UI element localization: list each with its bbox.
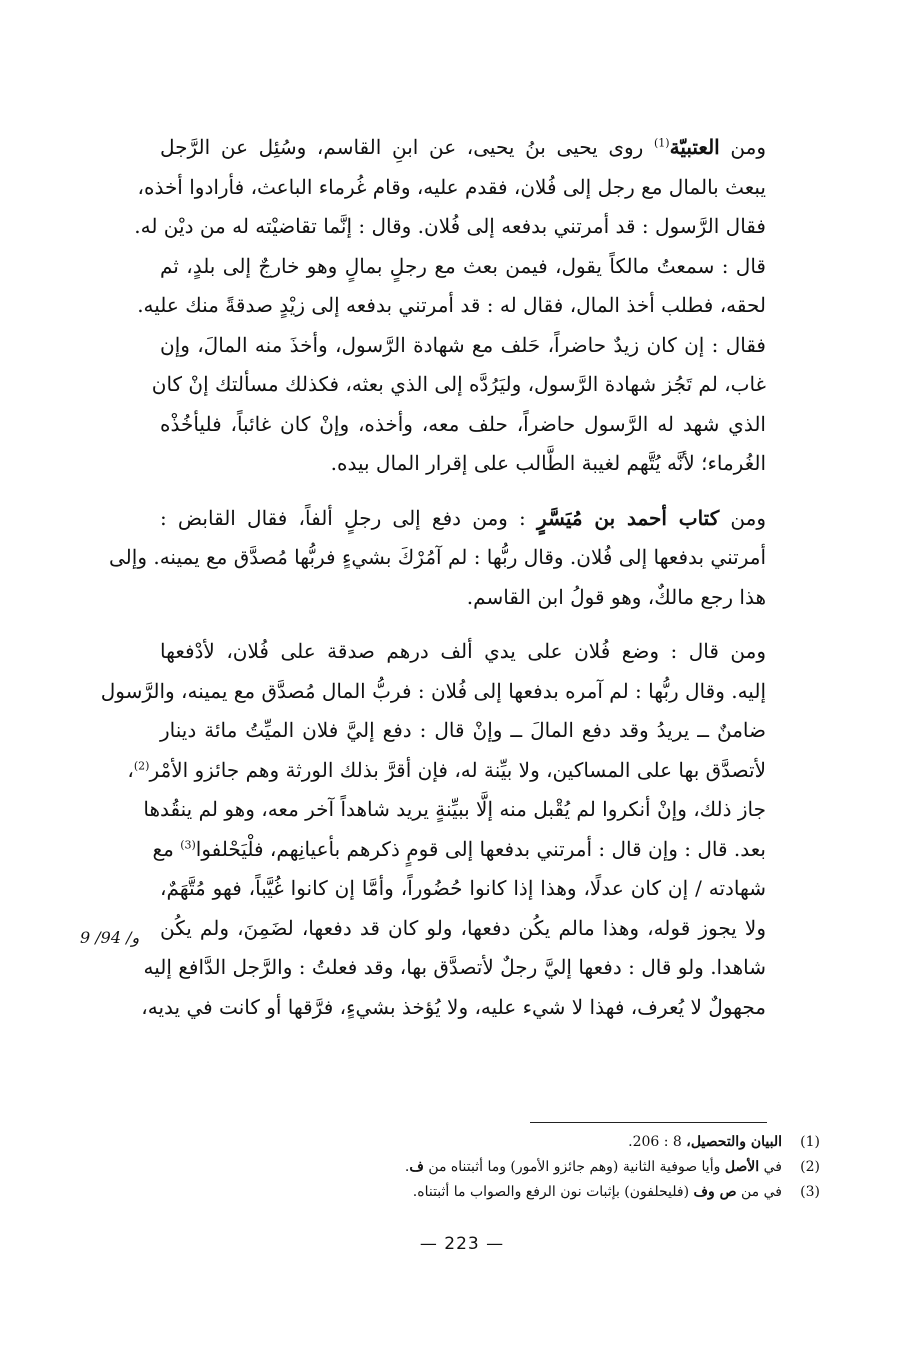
footnote-item: [300, 1180, 820, 1205]
text-line: هذا رجع مالكٌ، وهو قولُ ابن القاسم.: [466, 584, 766, 609]
text-line: ضامنٌ ــ يريدُ وقد دفع المالَ ــ وإنْ قال : دفع إليَّ فلان الميِّتُ مائة دينار: [160, 718, 766, 742]
footnotes: [300, 1130, 820, 1205]
text-line: لحقه، فطلب أخذ المال، فقال له : قد أمرتني بدفعه إلى زيْدٍ صدقةً منك عليه.: [137, 293, 766, 317]
paragraph-gap: [160, 617, 766, 632]
footnote-number: (1): [800, 1134, 820, 1150]
text-line: فقال : إن كان زيدٌ حاضراً، حَلف مع شهادة الرَّسول، وأخذَ منه المالَ، وإن: [160, 332, 766, 357]
text-line: يبعث بالمال مع رجل إلى فُلان، فقدم عليه، وقام غُرماء الباعث، فأرادوا أخذه،: [137, 174, 766, 199]
text-line: ولا يجوز قوله، وهذا مالم يكُن دفعها، ولو كان قد دفعها، لضَمِنَ، ولم يكُن: [160, 915, 766, 940]
paragraph-2: [109, 499, 767, 618]
footnote-number: (2): [800, 1159, 820, 1175]
footnote-separator: [530, 1122, 767, 1123]
paragraph-gap: [160, 484, 766, 499]
source-title: العتبيّة: [669, 135, 720, 159]
footnote-item: [300, 1155, 820, 1180]
text-line: جاز ذلك، وإنْ أنكروا لم يُقْبل منه إلَّا ببيِّنةٍ يريد شاهداً آخر معه، وهو لم ينقُدها: [143, 797, 766, 821]
footnote-ref: (2): [133, 758, 150, 772]
footnote-text: في الأصل وأيا صوفية الثانية (وهم جائزو الأمور) وما أثبتناه من ف.: [404, 1159, 782, 1175]
text-line: قال : سمعتُ مالكاً يقول، فيمن بعث مع رجلٍ بمالٍ وهو خارجٌ إلى بلدٍ، ثم: [160, 253, 766, 278]
footnote-item: [300, 1130, 820, 1155]
footnote-ref: (1): [654, 136, 670, 150]
text-line: الذي شهد له الرَّسول حاضراً، حلف معه، وأخذه، وإنْ كان غائباً، فليأخُذْه: [160, 411, 766, 436]
text-line: لأتصدَّق بها على المساكين، ولا بيِّنة له، فإن أقرَّ بذلك الورثة وهم جائزو الأمْر$^{(2)}$،: [127, 757, 766, 782]
text-line: فقال الرَّسول : قد أمرتني بدفعه إلى فُلان. وقال : إنَّما تقاضيْته له من ديْن له.: [134, 214, 766, 238]
text-line: الغُرماء؛ لأنَّه يُتَّهم لغيبة الطَّالب على إقرار المال بيده.: [330, 451, 766, 475]
text-line: غاب، لم تَجُز شهادة الرَّسول، وليَرُدَّه إلى الذي بعثه، فكذلك مسألتك إنْ كان: [151, 372, 766, 396]
footnote-number: (3): [800, 1184, 820, 1200]
footnote-ref: (3): [180, 837, 196, 851]
text-line: ومن كتاب أحمد بن مُيَسَّرٍ : ومن دفع إلى رجلٍ ألفاً، فقال القابض :: [160, 505, 767, 530]
text-line: مجهولٌ لا يُعرف، فهذا لا شيء عليه، ولا يُؤخذ بشيءٍ، فرَّقها أو كانت في يديه،: [141, 994, 766, 1019]
text-line: أمرتني بدفعها إلى فُلان. وقال ربُّها : لم آمُرْكَ بشيءٍ فربُّها مُصدَّق مع يمينه. وإلى: [109, 545, 766, 569]
text-line: ومن قال : وضع فُلان على يدي ألف درهم صدقة على فُلان، لأدْفعها: [160, 639, 766, 663]
text-line: ومن العتبيّة$^{(1)}$ روى يحيى بنُ يحيى، عن ابنِ القاسم، وسُئِل عن الرَّجل: [160, 135, 767, 159]
text-line: إليه. وقال ربُّها : لم آمره بدفعها إلى فُلان : فربُّ المال مُصدَّق مع يمينه، والرَّسول: [100, 678, 766, 703]
page-number: — 223 —: [419, 1234, 505, 1254]
paragraph-1: [134, 128, 767, 484]
text-line: شهادته / إن كان عدلًا، وهذا إذا كانوا حُضُوراً، وأمَّا إن كانوا غُيَّباً، فهو مُتَّهَمٌ،: [160, 876, 766, 900]
source-title: كتاب أحمد بن مُيَسَّرٍ: [536, 505, 720, 530]
footnote-text: في من ص وف (فليحلفون) بإثبات نون الرفع والصواب ما أثبتناه.: [412, 1184, 782, 1200]
manuscript-folio-note: 9 /94 /و: [80, 928, 140, 947]
text-line: بعد. قال : وإن قال : أمرتني بدفعها إلى قومٍ ذكرهم بأعيانِهم، فلْيَحْلفوا$^{(3)}$ مع: [152, 836, 766, 861]
text-line: شاهدا. ولو قال : دفعها إليَّ رجلٌ لأتصدَّق بها، وقد فعلتُ : والرَّجل الدَّافع إليه: [143, 955, 766, 979]
footnote-text: البيان والتحصيل، 8 : 206.: [628, 1134, 782, 1150]
